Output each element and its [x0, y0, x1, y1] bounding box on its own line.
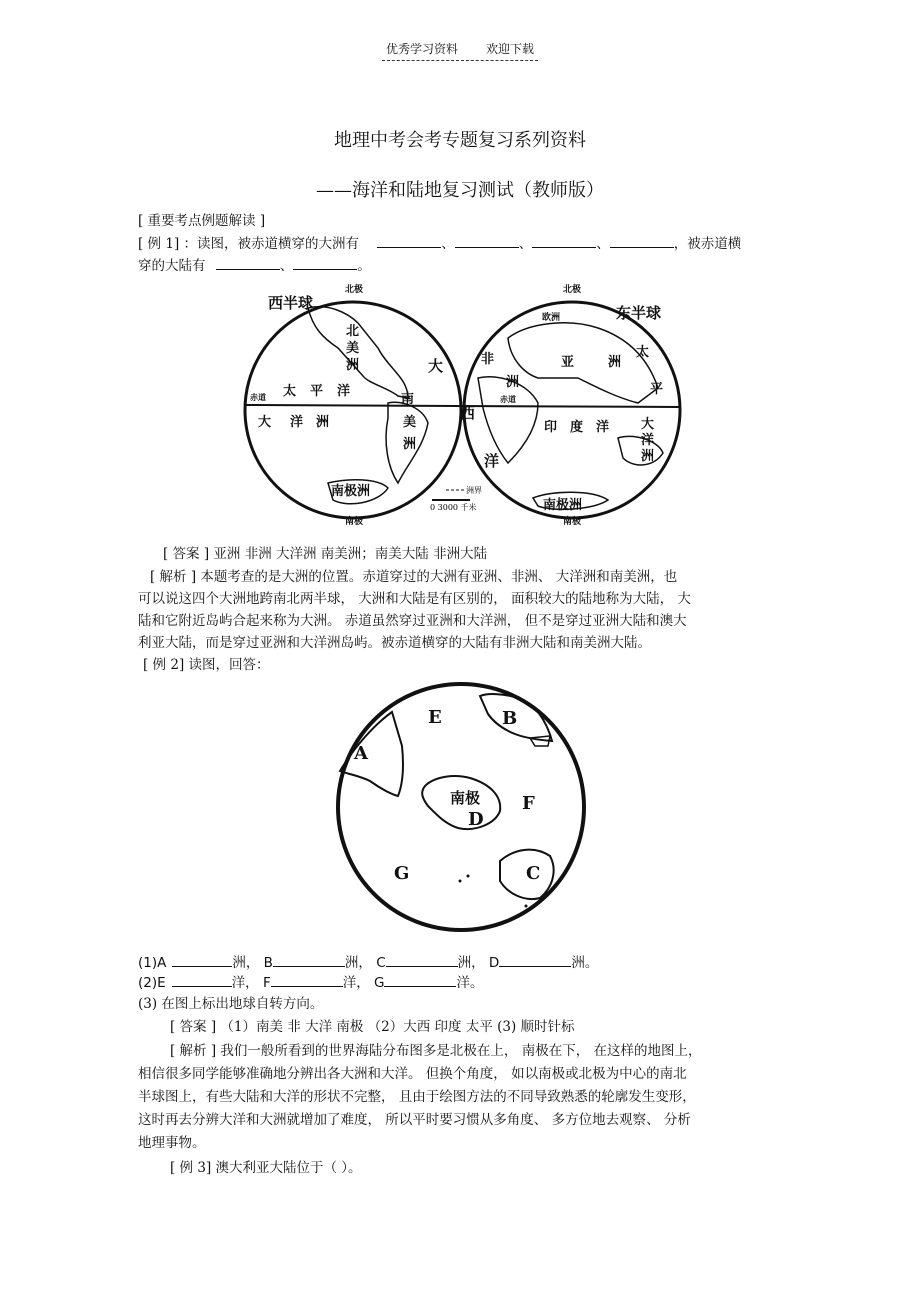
label-g: G: [394, 863, 410, 884]
ex1-analysis-line2: 可以说这四个大洲地跨南北两半球， 大洲和大陆是有区别的， 面积较大的陆地称为大陆， 大: [138, 591, 691, 607]
ex2-analysis-line5: 地理事物。: [138, 1135, 206, 1151]
blank[interactable]: [271, 972, 343, 987]
pacific-east-1: 太: [636, 345, 650, 360]
ex2-question: [ 例 2] 读图，回答：: [143, 657, 270, 673]
atlantic-3: 洋: [484, 452, 500, 470]
oceania-east-3: 洲: [641, 449, 655, 464]
north-pole-label-west: 北极: [345, 285, 364, 295]
oceania-east-1: 大: [641, 417, 655, 432]
blank[interactable]: [377, 233, 441, 248]
oceania-west-2: 洋: [290, 415, 304, 430]
indian-2: 度: [570, 420, 584, 435]
oceania-west-3: 洲: [316, 415, 330, 430]
ex2-q3: (3) 在图上标出地球自转方向。: [138, 996, 324, 1012]
atlantic-1: 大: [428, 357, 444, 375]
blank[interactable]: [532, 233, 596, 248]
blank[interactable]: [455, 233, 519, 248]
blank[interactable]: [384, 972, 456, 987]
asia-2: 洲: [608, 355, 622, 370]
ex1-question-line2: 穿的大陆有 、 。: [138, 255, 371, 277]
south-pole-label-west: 南极: [345, 517, 364, 527]
ex1-analysis-line1: [ 解析 ] 本题考查的是大洲的位置。赤道穿过的大洲有亚洲、非洲、 大洋洲和南美洲，也: [150, 569, 678, 585]
ex2-analysis-line4: 这时再去分辨大洋和大洲就增加了难度， 所以平时要习惯从多角度、 多方位地去观察、 分析: [138, 1112, 691, 1128]
legend-boundary: 洲界: [466, 486, 482, 495]
asia-1: 亚: [561, 355, 575, 370]
page-title: 地理中考会考专题复习系列资料: [334, 130, 586, 151]
east-hemisphere-label: 东半球: [616, 304, 662, 322]
equator-label-west: 赤道: [250, 392, 266, 402]
south-pole-label: 南极: [450, 789, 481, 807]
page-subtitle: ——海洋和陆地复习测试（教师版）: [316, 180, 604, 201]
antarctica-label-east: 南极洲: [543, 498, 583, 513]
blank[interactable]: [293, 255, 357, 270]
atlantic-2: 西: [460, 404, 476, 422]
south-polar-map: [330, 676, 592, 938]
ex3-question: [ 例 3] 澳大利亚大陆位于（ ）。: [170, 1160, 362, 1176]
indian-3: 洋: [596, 420, 610, 435]
africa-1: 非: [481, 352, 495, 367]
pacific-3: 洋: [337, 384, 351, 399]
pacific-east-2: 平: [650, 382, 664, 397]
blank[interactable]: [386, 952, 458, 967]
ex1-answer: [ 答案 ] 亚洲 非洲 大洋洲 南美洲；南美大陆 非洲大陆: [163, 546, 488, 562]
label-f: F: [522, 793, 535, 814]
blank[interactable]: [499, 952, 571, 967]
header-left: 优秀学习资料: [385, 42, 458, 56]
pacific-2: 平: [310, 384, 324, 399]
page-header: [0, 40, 920, 61]
blank[interactable]: [610, 233, 674, 248]
west-hemisphere-label: 西半球: [268, 294, 314, 312]
south-america-1: 南: [401, 392, 415, 407]
ex2-analysis-line3: 半球图上，有些大陆和大洋的形状不完整， 且由于绘图方法的不同导致熟悉的轮廓发生变形，: [138, 1089, 696, 1105]
equator-label-east: 赤道: [500, 394, 516, 404]
ex2-q1: (1)A 洲， B 洲， C 洲， D 洲。: [138, 952, 598, 974]
africa-2: 洲: [506, 375, 520, 390]
south-america-2: 美: [403, 415, 417, 430]
pacific-1: 太: [283, 384, 297, 399]
ex2-analysis-line1: [ 解析 ] 我们一般所看到的世界海陆分布图多是北极在上， 南极在下， 在这样的地图上，: [170, 1043, 702, 1059]
label-e: E: [428, 707, 442, 728]
indian-1: 印: [544, 420, 558, 435]
ex2-analysis-line2: 相信很多同学能够准确地分辨出各大洲和大洋。 但换个角度， 如以南极或北极为中心的南北: [138, 1066, 687, 1082]
ex1-analysis-line3: 陆和它附近岛屿合起来称为大洲。 赤道虽然穿过亚洲和大洋洲， 但不是穿过亚洲大陆和澳大: [138, 613, 687, 629]
europe-label: 欧洲: [542, 313, 561, 323]
oceania-west-1: 大: [258, 415, 272, 430]
blank[interactable]: [273, 952, 345, 967]
south-america-3: 洲: [403, 437, 417, 452]
north-america-1: 北: [346, 324, 360, 339]
header-right: 欢迎下载: [486, 42, 535, 56]
label-c: C: [526, 863, 541, 884]
north-america-2: 美: [346, 341, 360, 356]
hemispheres-map: [238, 278, 688, 540]
section-heading: [ 重要考点例题解读 ]: [138, 213, 266, 229]
label-a: A: [354, 743, 368, 764]
label-b: B: [502, 708, 518, 729]
ex2-answer: [ 答案 ] （1）南美 非 大洋 南极 （2）大西 印度 太平 (3) 顺时针标: [170, 1019, 575, 1035]
north-america-3: 洲: [346, 358, 360, 373]
antarctica-label: 南极洲: [331, 484, 371, 499]
ex2-q2: (2)E 洋， F 洋， G 洋。: [138, 972, 483, 994]
oceania-east-2: 洋: [641, 433, 655, 448]
north-pole-label-east: 北极: [563, 285, 582, 295]
blank[interactable]: [216, 255, 280, 270]
blank[interactable]: [172, 952, 232, 967]
ex1-question-line1: [ 例 1] ：读图，被赤道横穿的大洲有 、 、 、 ，被赤道横: [138, 233, 741, 255]
blank[interactable]: [172, 972, 232, 987]
south-pole-label-east: 南极: [563, 517, 582, 527]
scale-label: 0 3000 千米: [430, 503, 477, 512]
ex1-analysis-line4: 利亚大陆，而是穿过亚洲和大洋洲岛屿。被赤道横穿的大陆有非洲大陆和南美洲大陆。: [138, 635, 651, 651]
label-d: D: [468, 809, 484, 830]
